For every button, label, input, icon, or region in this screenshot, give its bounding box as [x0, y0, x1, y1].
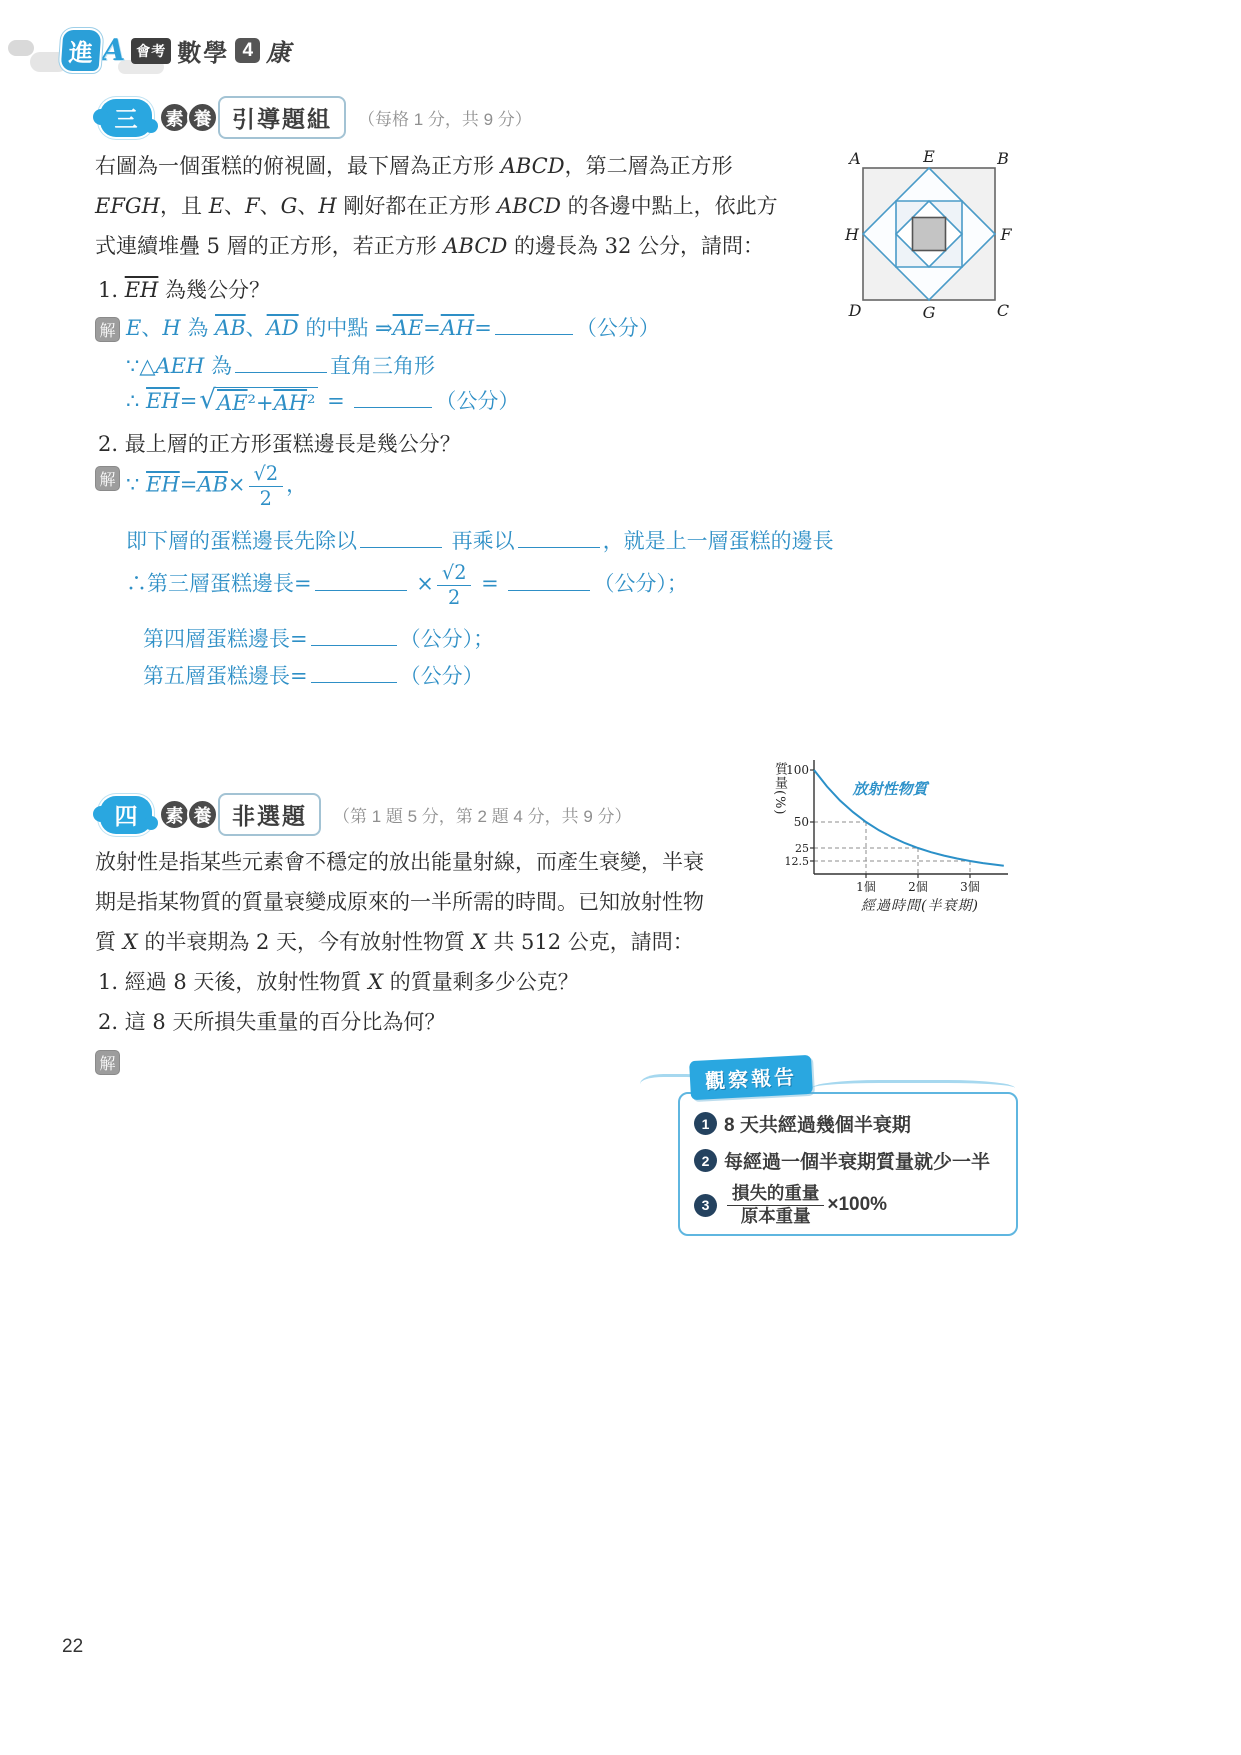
solution3-1-line3: ∴ $\overline{EH}=$ √ $AE^2+\overline{AH}^2$ = （公分）	[126, 387, 519, 418]
page-number: 22	[62, 1636, 84, 1657]
chart-y-axis-label: 質量(%)	[772, 762, 787, 816]
solution3-2-line4: 第四層蛋糕邊長= （公分）；	[143, 627, 495, 651]
logo-volume-badge: 4	[235, 38, 260, 63]
label-H: H	[845, 225, 859, 244]
label-C: C	[996, 301, 1010, 320]
square-layer5	[913, 218, 946, 251]
observation-report-box	[678, 1092, 1018, 1236]
solution3-2-line1: ∵ $\overline{EH}=\overline{AB}\times$ $\frac{√2}{2}$ ，	[126, 462, 308, 510]
book-logo	[62, 30, 290, 71]
problem3-text-line2: EFGH，且 E、F、G、H 剛好都在正方形 ABCD 的各邊中點上，依此方	[95, 194, 778, 218]
solve-badge: 解	[95, 1050, 120, 1075]
curve-label: 放射性物質	[852, 780, 928, 798]
item-number-badge: 1	[694, 1112, 717, 1135]
section4-number-badge: 四	[100, 796, 152, 834]
x-tick-2: 2個	[908, 880, 928, 894]
logo-exam-badge: 會考	[131, 38, 171, 64]
solution3-2-line3: ∴第三層蛋糕邊長= × $\frac{√2}{2}$ = （公分）；	[126, 561, 688, 609]
solve-badge: 解	[95, 317, 120, 342]
observation-item-3-text: $\frac{\text{損失的重量}}{\text{原本重量}}$ ×100%	[724, 1184, 887, 1226]
question4-1: 1. 經過 8 天後，放射性物質 X 的質量剩多少公克？	[98, 970, 579, 994]
item-number-badge: 3	[694, 1194, 717, 1217]
label-E: E	[923, 147, 935, 166]
decay-chart	[768, 752, 1023, 922]
label-D: D	[848, 301, 862, 320]
solution3-2-line2: 即下層的蛋糕邊長先除以 再乘以 ，就是上一層蛋糕的邊長	[126, 529, 834, 553]
section4-title: 非選題	[218, 793, 321, 836]
logo-subject: 數學	[177, 40, 230, 67]
observation-item-2-text: 每經過一個半衰期質量就少一半	[724, 1152, 991, 1173]
question3-1: 1. $\overline{EH}$ 為幾公分？	[98, 278, 271, 302]
section3-points: （每格 1 分，共 9 分）	[358, 110, 532, 129]
cake-top-view-diagram	[835, 146, 1020, 326]
x-tick-1: 1個	[856, 880, 876, 894]
cloud-decoration	[8, 40, 34, 56]
decay-chart-svg	[768, 752, 1018, 920]
ribbon-swoosh-right	[812, 1080, 1015, 1088]
label-B: B	[997, 149, 1009, 168]
observation-item-3	[694, 1184, 1004, 1226]
observation-item-1	[694, 1110, 1004, 1137]
section3-title: 引導題組	[218, 96, 346, 139]
observation-item-2	[694, 1147, 1004, 1174]
solution3-1-line2: ∵△AEH 為 直角三角形	[126, 354, 436, 378]
section4-points: （第 1 題 5 分，第 2 題 4 分，共 9 分）	[333, 807, 632, 826]
logo-jin-badge: 進	[61, 30, 102, 71]
solution3-1-line1: E、H 為 $\overline{AB}$、$\overline{AD}$ 的中點 $\Rightarrow\overline{AE}=\overline{AH}=$ （公分）	[126, 316, 660, 340]
item-number-badge: 2	[694, 1149, 717, 1172]
y-tick-12-5: 12.5	[784, 855, 809, 868]
y-tick-100: 100	[786, 763, 809, 777]
label-G: G	[922, 303, 936, 322]
observation-report-ribbon: 觀察報告	[689, 1055, 813, 1100]
logo-publisher: 康	[266, 38, 291, 67]
problem4-text-line1: 放射性是指某些元素會不穩定的放出能量射線，而產生衰變，半衰	[95, 850, 704, 874]
suyang-badge: 素 養	[162, 799, 218, 830]
suyang-badge: 素 養	[162, 102, 218, 133]
decay-guides	[814, 822, 970, 874]
problem4-text-line2: 期是指某物質的質量衰變成原來的一半所需的時間。已知放射性物	[95, 890, 704, 914]
chart-x-axis-label: 經過時間(半衰期)	[861, 898, 979, 914]
problem3-text-line1: 右圖為一個蛋糕的俯視圖，最下層為正方形 ABCD，第二層為正方形	[95, 154, 733, 178]
label-F: F	[1000, 225, 1012, 244]
y-tick-25: 25	[795, 842, 809, 855]
section3-number-badge: 三	[100, 99, 152, 137]
problem4-text-line3: 質 X 的半衰期為 2 天，今有放射性物質 X 共 512 公克，請問：	[95, 930, 694, 954]
question3-2: 2. 最上層的正方形蛋糕邊長是幾公分？	[98, 432, 461, 456]
section4-header	[100, 793, 632, 836]
x-tick-3: 3個	[960, 880, 980, 894]
problem3-text-line3: 式連續堆疊 5 層的正方形，若正方形 ABCD 的邊長為 32 公分，請問：	[95, 234, 765, 258]
section3-header	[100, 96, 532, 139]
solve-badge: 解	[95, 466, 120, 491]
question4-2: 2. 這 8 天所損失重量的百分比為何？	[98, 1010, 446, 1034]
solution3-2-line5: 第五層蛋糕邊長= （公分）	[143, 664, 484, 688]
logo-a: A	[102, 33, 126, 68]
observation-item-1-text: 8 天共經過幾個半衰期	[724, 1115, 911, 1136]
label-A: A	[849, 149, 861, 168]
y-tick-50: 50	[793, 815, 809, 829]
